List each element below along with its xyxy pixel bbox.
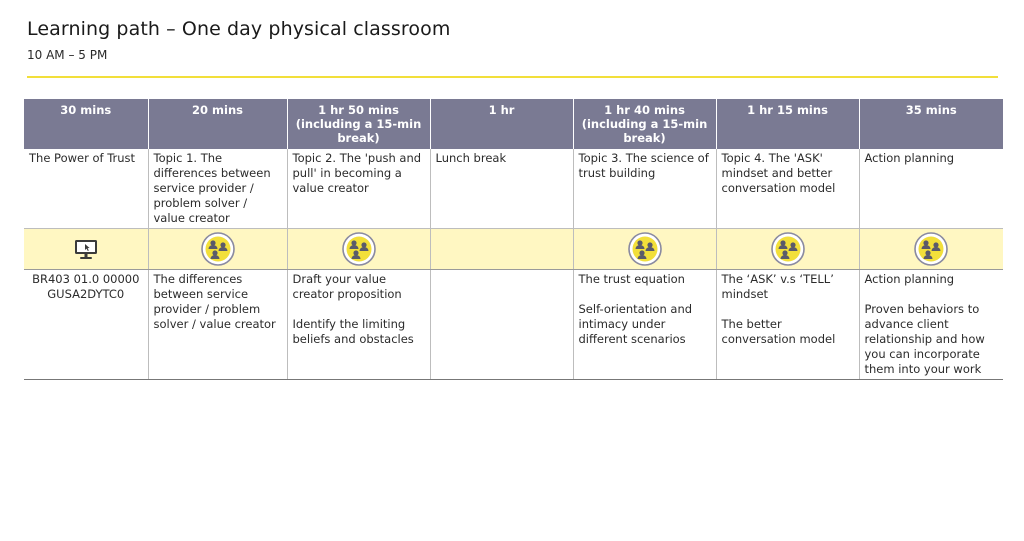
learning-path-table [24,99,1003,380]
format-cell [573,229,716,270]
format-cell [859,229,1003,270]
monitor-icon [73,242,99,256]
format-cell [716,229,859,270]
group-icon [628,242,662,256]
detail-cell [430,270,573,380]
format-cell-empty [430,229,573,270]
duration-cell: 1 hr 40 mins (including a 15-min break) [573,99,716,149]
duration-cell: 35 mins [859,99,1003,149]
duration-cell: 20 mins [148,99,287,149]
title-divider [27,76,998,78]
detail-cell: The differences between service provider / problem solver / value creator [148,270,287,380]
topic-cell: Topic 2. The 'push and pull' in becoming a value creator [287,149,430,229]
detail-item: Action planning [864,272,955,286]
topic-cell: Topic 1. The differences between service provider / problem solver / value creator [148,149,287,229]
format-cell [287,229,430,270]
duration-cell: 30 mins [24,99,148,149]
detail-item: Draft your value creator proposition [292,272,402,301]
detail-item: Self-orientation and intimacy under different scenarios [578,302,693,346]
group-icon [771,242,805,256]
format-cell [24,229,148,270]
topic-cell: Lunch break [430,149,573,229]
topic-row [24,149,1003,229]
duration-cell: 1 hr 15 mins [716,99,859,149]
duration-cell: 1 hr [430,99,573,149]
topic-cell: Action planning [859,149,1003,229]
detail-item: The ‘ASK’ v.s ‘TELL’ mindset [721,272,834,301]
group-icon [914,242,948,256]
detail-item: Proven behaviors to advance client relationship and how you can incorporate them into your work [864,302,985,376]
detail-item: The better conversation model [721,317,836,346]
group-icon [342,242,376,256]
course-code: BR403 01.0 00000 GUSA2DYTC0 [24,270,148,380]
detail-cell [287,270,430,380]
format-cell [148,229,287,270]
format-icon-row [24,229,1003,270]
detail-row [24,270,1003,380]
topic-cell: Topic 4. The 'ASK' mindset and better conversation model [716,149,859,229]
detail-cell [716,270,859,380]
group-icon [201,242,235,256]
duration-cell: 1 hr 50 mins (including a 15-min break) [287,99,430,149]
detail-item: The trust equation [578,272,685,286]
topic-cell: Topic 3. The science of trust building [573,149,716,229]
session-time: 10 AM – 5 PM [27,48,108,62]
detail-item: Identify the limiting beliefs and obstacles [292,317,414,346]
detail-cell [859,270,1003,380]
page-title: Learning path – One day physical classroom [27,18,451,40]
duration-row [24,99,1003,149]
detail-cell [573,270,716,380]
topic-cell: The Power of Trust [24,149,148,229]
